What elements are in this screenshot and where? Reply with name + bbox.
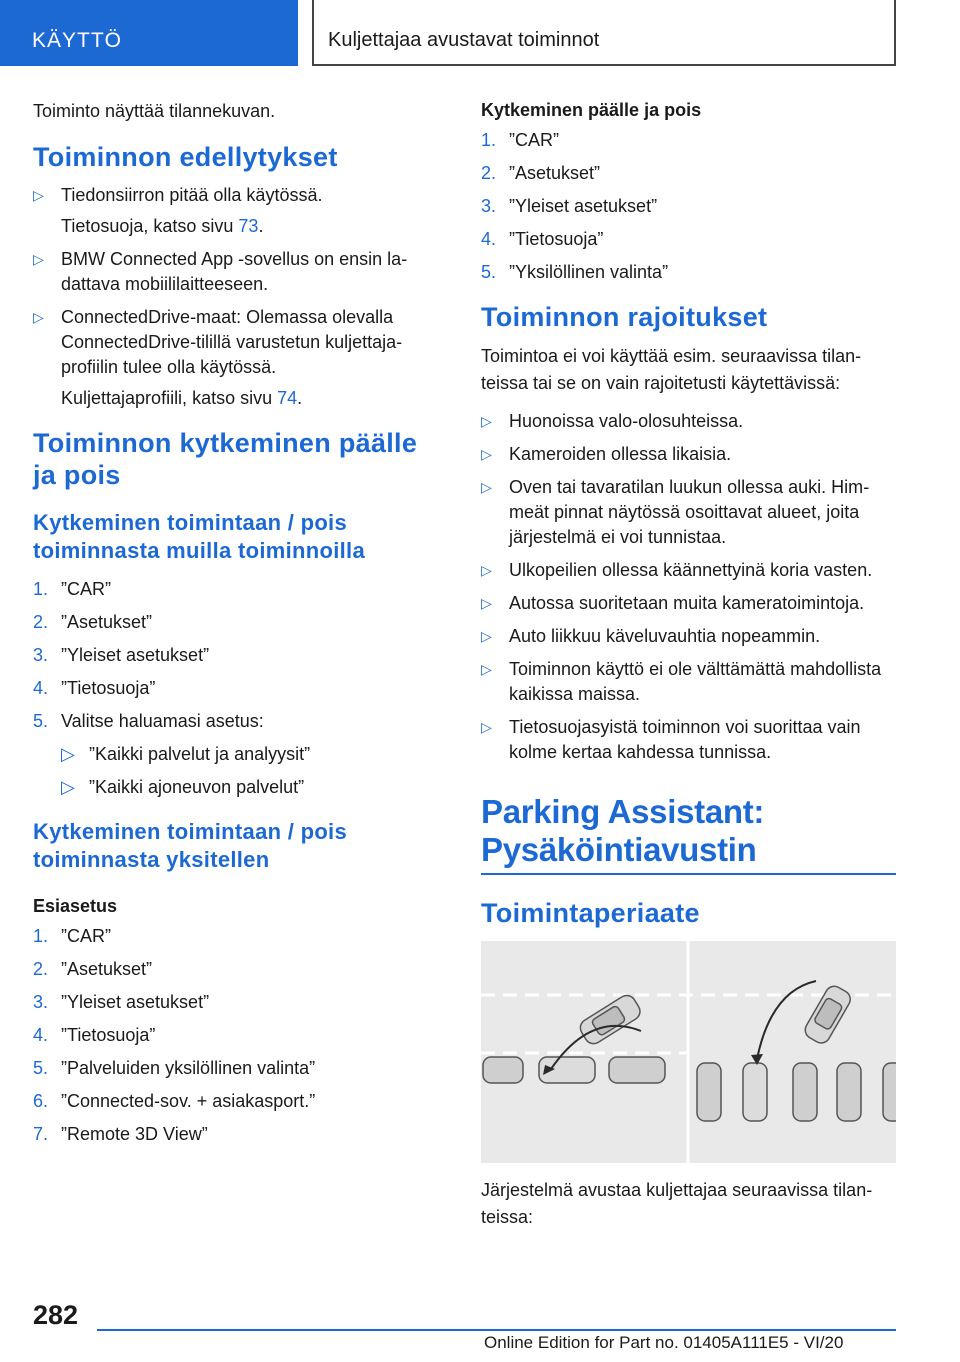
page-header — [0, 0, 960, 66]
prereq-list — [33, 183, 443, 411]
triangle-bullet-icon: ▷ — [481, 719, 492, 735]
list-item: 3. ”Yleiset asetukset” — [33, 645, 210, 665]
list-item: ▷ Tietosuojasyistä toiminnon voi suorittaa vain kolme kertaa kahdessa tunnissa. — [481, 717, 861, 762]
preset-heading: Esiasetus — [33, 896, 118, 916]
list-item: ▷ Ulkopeilien ollessa käännettyinä koria vasten. — [481, 558, 896, 583]
triangle-bullet-icon: ▷ — [481, 446, 492, 462]
edition-text: Online Edition for Part no. 01405A111E5 - VI/20 — [484, 1333, 844, 1352]
left-column — [33, 98, 443, 1155]
list-item: 2. ”Asetukset” — [481, 163, 601, 183]
list-item: 4. ”Tietosuoja” — [33, 1025, 156, 1045]
triangle-bullet-icon: ▷ — [33, 187, 44, 203]
right-column — [481, 98, 896, 1243]
list-item: ▷ Toiminnon käyttö ei ole välttämättä mahdollista kaikissa maissa. — [481, 659, 882, 704]
list-item: 3. ”Yleiset asetukset” — [33, 992, 210, 1012]
onoff-subheading: Kytkeminen päälle ja pois — [481, 100, 702, 120]
onoff-steps-list — [481, 128, 896, 285]
list-item: 4. ”Tietosuoja” — [33, 678, 156, 698]
limits-heading: Toiminnon rajoitukset — [481, 302, 768, 332]
limits-list — [481, 409, 896, 765]
other-steps-list — [33, 577, 443, 800]
list-item: 6. ”Connected-sov. + asiakasport.” — [33, 1091, 316, 1111]
onoff-heading: Toiminnon kytkeminen päälle ja pois — [33, 428, 418, 490]
list-item: ▷ Huonoissa valo-olosuhteissa. — [481, 409, 896, 434]
list-item: ▷ Auto liikkuu käveluvauhtia nopeammin. — [481, 624, 896, 649]
triangle-bullet-icon: ▷ — [481, 479, 492, 495]
triangle-bullet-icon: ▷ — [33, 251, 44, 267]
list-item: ▷ ConnectedDrive-maat: Olemassa olevalla ConnectedDrive-tilillä varustetun kuljettajaprofiilin tulee olla käytössä. Kuljettajaprofiili, katso sivu 74. — [33, 305, 443, 411]
parked-cars-left — [483, 1057, 665, 1083]
triangle-bullet-icon: ▷ — [481, 595, 492, 611]
intro-text: Toiminto näyttää tilannekuvan. — [33, 101, 276, 121]
limits-intro: Toimintoa ei voi käyttää esim. seuraavissa tilanteissa tai se on vain rajoitetusti käytettävissä: — [481, 346, 862, 393]
principle-text: Järjestelmä avustaa kuljettajaa seuraavissa tilanteissa: — [481, 1180, 873, 1227]
footer-rule — [97, 1329, 896, 1331]
parking-assistant-heading: Parking Assistant: Pysäköintiavustin — [481, 793, 765, 868]
list-item: 2. ”Asetukset” — [33, 612, 153, 632]
list-item: ▷ Tiedonsiirron pitää olla käytössä. Tietosuoja, katso sivu 73. — [33, 183, 443, 239]
parking-illustration — [481, 941, 896, 1163]
page-number: 282 — [33, 1300, 79, 1330]
section-tab: KÄYTTÖ — [0, 0, 298, 66]
preset-steps-list — [33, 924, 443, 1147]
triangle-bullet-icon: ▷ — [481, 562, 492, 578]
cross-reference: Kuljettajaprofiili, katso sivu 74. — [61, 388, 303, 408]
list-item: 5. ”Palveluiden yksilöllinen valinta” — [33, 1058, 316, 1078]
triangle-bullet-icon: ▷ — [33, 309, 44, 325]
heading-rule — [481, 873, 896, 875]
list-item: 5. ”Yksilöllinen valinta” — [481, 262, 669, 282]
list-item: 3. ”Yleiset asetukset” — [481, 196, 658, 216]
list-item: ▷ Oven tai tavaratilan luukun ollessa auki. Himmeät pinnat näytössä osoittavat alueet, joita järjestelmä ei voi tunnistaa. — [481, 477, 870, 547]
page-link-73[interactable]: 73 — [238, 216, 259, 236]
list-item: 1. ”CAR” — [481, 130, 559, 150]
page-link-74[interactable]: 74 — [277, 388, 298, 408]
list-item: ▷ BMW Connected App -sovellus on ensin ladattava mobiililaitteeseen. — [33, 249, 408, 294]
parking-diagram — [481, 941, 896, 1163]
list-item: 5. Valitse haluamasi asetus: ▷ ”Kaikki palvelut ja analyysit” ▷ ”Kaikki ajoneuvon palvelut” — [33, 709, 443, 800]
list-item: 2. ”Asetukset” — [33, 959, 153, 979]
list-item: ▷ Kameroiden ollessa likaisia. — [481, 442, 896, 467]
triangle-bullet-icon: ▷ — [61, 744, 75, 764]
triangle-bullet-icon: ▷ — [481, 413, 492, 429]
triangle-bullet-icon: ▷ — [481, 628, 492, 644]
setting-options-list — [61, 742, 443, 800]
list-item: ▷ ”Kaikki ajoneuvon palvelut” — [61, 775, 443, 800]
chapter-title: Kuljettajaa avustavat toiminnot — [312, 0, 896, 66]
triangle-bullet-icon: ▷ — [61, 777, 75, 797]
principle-heading: Toimintaperiaate — [481, 898, 700, 928]
list-item: ▷ Autossa suoritetaan muita kameratoimintoja. — [481, 591, 896, 616]
triangle-bullet-icon: ▷ — [481, 661, 492, 677]
prereq-heading: Toiminnon edellytykset — [33, 142, 338, 172]
list-item: ▷ ”Kaikki palvelut ja analyysit” — [61, 742, 443, 767]
list-item: 7. ”Remote 3D View” — [33, 1124, 208, 1144]
cross-reference: Tietosuoja, katso sivu 73. — [61, 216, 264, 236]
individual-heading: Kytkeminen toimintaan / pois toiminnasta yksitellen — [33, 819, 348, 872]
list-item: 1. ”CAR” — [33, 579, 111, 599]
other-functions-heading: Kytkeminen toimintaan / pois toiminnasta muilla toiminnoilla — [33, 510, 365, 563]
list-item: 1. ”CAR” — [33, 926, 111, 946]
list-item: 4. ”Tietosuoja” — [481, 229, 604, 249]
